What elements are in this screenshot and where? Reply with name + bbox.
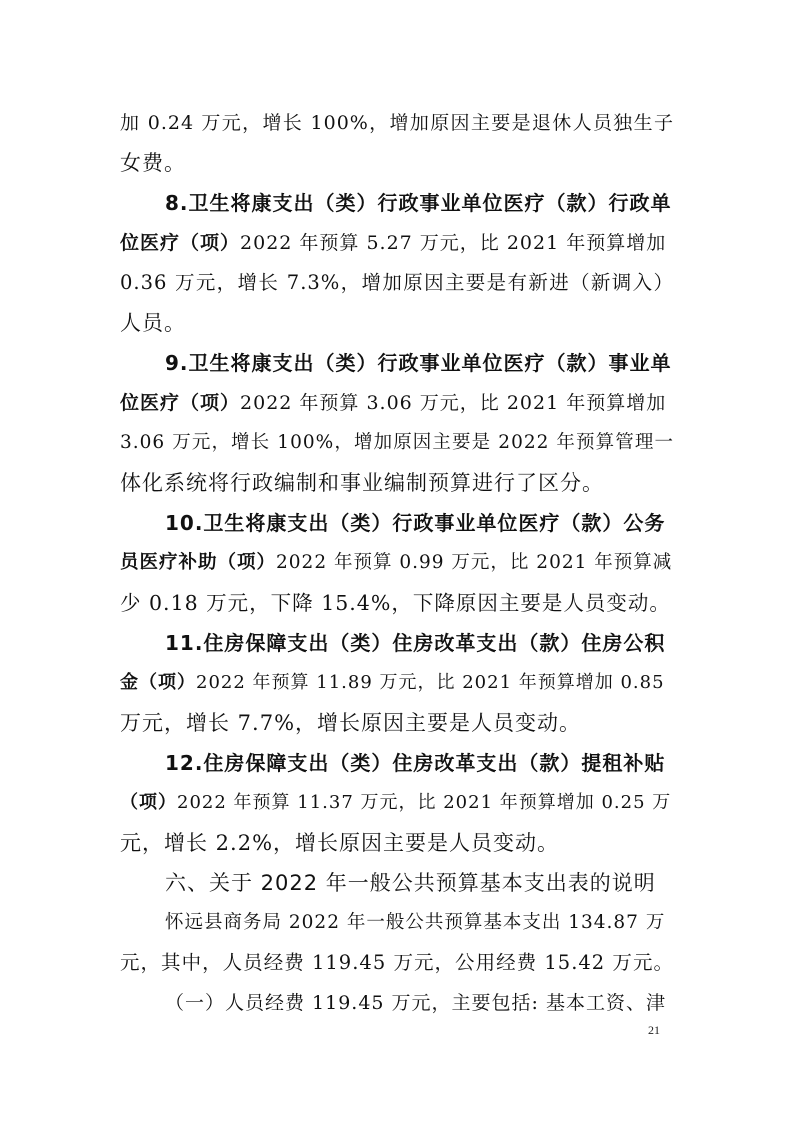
item-heading: 11.住房保障支出（类）住房改革支出（款）住房公积 [165,631,666,655]
paragraph-line [120,790,671,816]
paragraph-line: 加 0.24 万元，增长 100%，增加原因主要是退休人员独生子 [120,112,674,134]
item-heading-tail: （项） [120,792,177,813]
paragraph-line: 3.06 万元，增长 100%，增加原因主要是 2022 年预算管理一 [120,432,674,453]
paragraph-line [120,670,665,696]
page-number: 21 [648,1023,660,1037]
paragraph-line: （一）人员经费 119.45 万元，主要包括: 基本工资、津 [165,992,667,1014]
item-heading-tail: 金（项） [120,672,196,693]
paragraph-line: 怀远县商务局 2022 年一般公共预算基本支出 134.87 万 [165,912,666,933]
paragraph-text: 2022 年预算 11.89 万元，比 2021 年预算增加 0.85 [196,672,665,693]
paragraph-text: 2022 年预算 11.37 万元，比 2021 年预算增加 0.25 万 [177,792,672,813]
item-heading: 10.卫生将康支出（类）行政事业单位医疗（款）公务 [165,511,666,535]
paragraph-line: 人员。 [120,311,186,335]
paragraph-line: 元，增长 2.2%，增长原因主要是人员变动。 [120,831,560,855]
paragraph-text: 2022 年预算 5.27 万元，比 2021 年预算增加 [240,232,667,254]
paragraph-line [120,390,666,416]
item-heading-tail: 员医疗补助（项） [120,552,277,573]
paragraph-line: 0.36 万元，增长 7.3%，增加原因主要是有新进（新调入） [120,271,674,294]
item-heading: 12.住房保障支出（类）住房改革支出（款）提租补贴 [165,751,666,775]
paragraph-text: 2022 年预算 0.99 万元，比 2021 年预算减 [276,552,673,573]
item-heading-tail: 位医疗（项） [120,232,241,254]
paragraph-text: 2022 年预算 3.06 万元，比 2021 年预算增加 [240,392,667,414]
paragraph-line: 元，其中，人员经费 119.45 万元，公用经费 15.42 万元。 [120,951,674,974]
item-heading: 8.卫生将康支出（类）行政事业单位医疗（款）行政单 [165,191,672,215]
paragraph-line: 万元，增长 7.7%，增长原因主要是人员变动。 [120,711,582,735]
paragraph-line: 体化系统将行政编制和事业编制预算进行了区分。 [120,471,604,495]
paragraph-line: 少 0.18 万元，下降 15.4%，下降原因主要是人员变动。 [120,591,671,615]
paragraph-line [120,550,672,576]
paragraph-line: 女费。 [120,151,186,175]
item-heading: 9.卫生将康支出（类）行政事业单位医疗（款）事业单 [165,351,672,375]
paragraph-line [120,230,666,256]
section-heading: 六、关于 2022 年一般公共预算基本支出表的说明 [165,871,656,895]
item-heading-tail: 位医疗（项） [120,392,241,414]
